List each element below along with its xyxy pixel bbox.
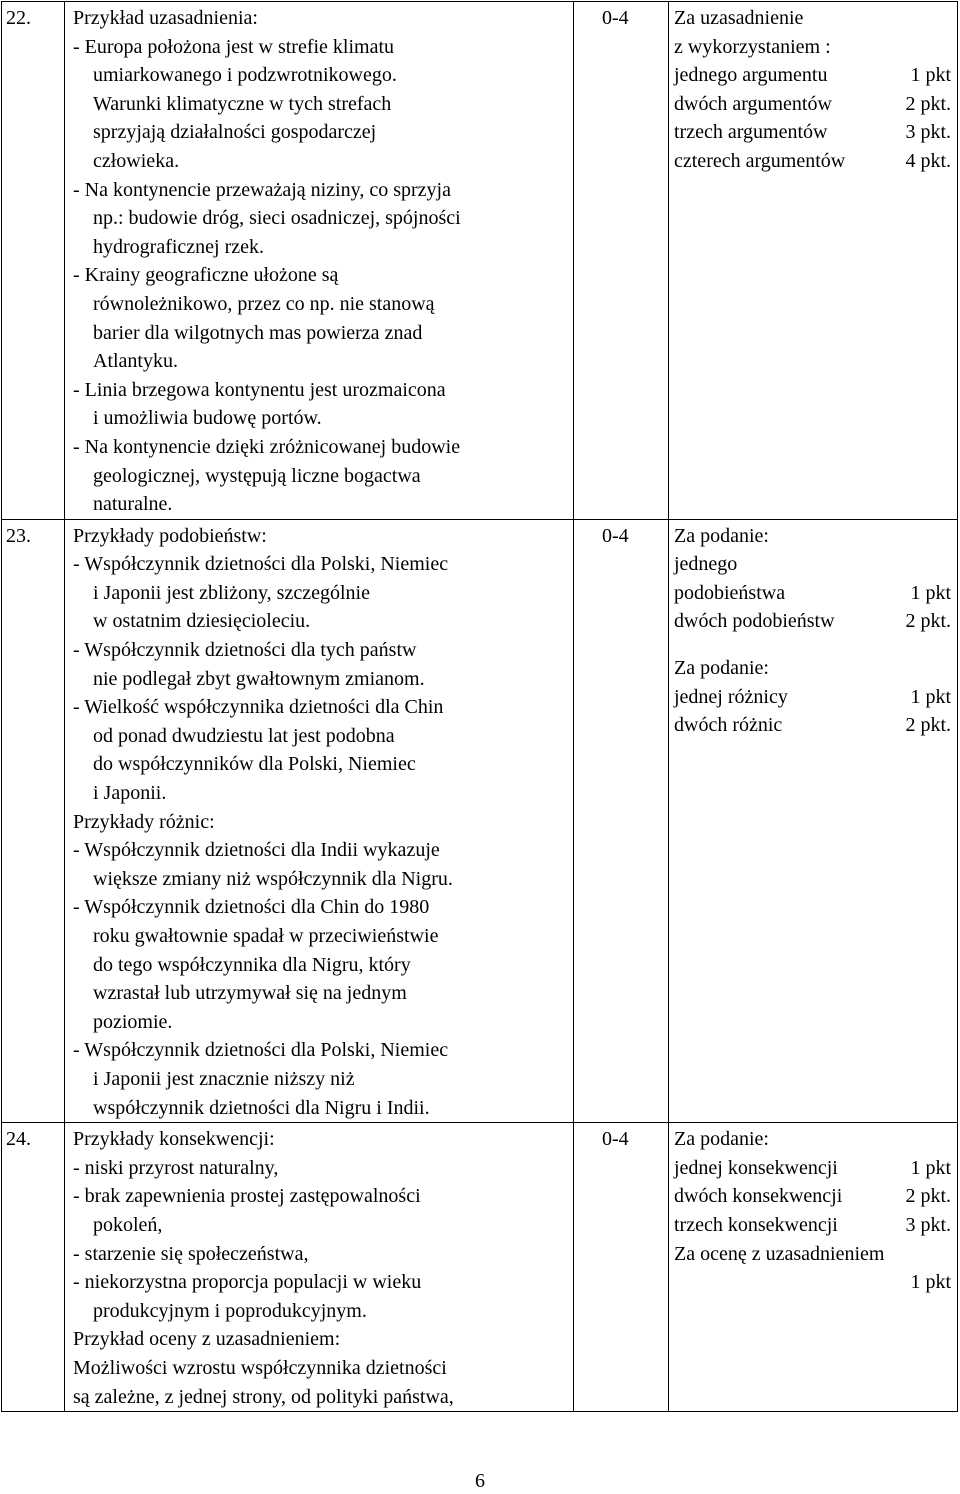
answer-line: - niski przyrost naturalny, [73, 1156, 279, 1179]
answer-line: - Współczynnik dzietności dla tych państw [73, 639, 417, 662]
points-range: 0-4 [574, 2, 669, 520]
scoring-item-points: 3 pkt. [905, 1213, 951, 1236]
scoring-item [674, 711, 951, 740]
answer-line: są zależne, z jednej strony, od polityki państwa, [73, 1385, 454, 1408]
answer-line: nie podlegał zbyt gwałtownym zmianom. [93, 667, 425, 690]
answer-line: do współczynników dla Polski, Niemiec [93, 753, 416, 776]
points-range: 0-4 [574, 519, 669, 1122]
answer-line: pokoleń, [93, 1213, 163, 1236]
scoring-criteria [669, 519, 958, 1122]
scoring-item [674, 550, 951, 579]
scoring-criteria [669, 2, 958, 520]
scoring-item-label: dwóch argumentów [674, 92, 832, 115]
answer-line: barier dla wilgotnych mas powierza znad [93, 321, 423, 344]
scoring-table [1, 1, 958, 1412]
scoring-item-points: 3 pkt. [905, 121, 951, 144]
answer-line: do tego współczynnika dla Nigru, który [93, 953, 411, 976]
scoring-item [674, 683, 951, 712]
answer-line: Przykład oceny z uzasadnieniem: [73, 1328, 341, 1351]
answer-line: Atlantyku. [93, 350, 178, 373]
scoring-heading: z wykorzystaniem : [674, 35, 831, 58]
answer-line: Przykład uzasadnienia: [73, 7, 258, 29]
answer-line: większe zmiany niż współczynnik dla Nigru. [93, 867, 453, 890]
scoring-item-points: 1 pkt [910, 685, 951, 708]
scoring-heading: Za podanie: [674, 524, 769, 547]
answer-line: Przykłady różnic: [73, 810, 215, 833]
scoring-item [674, 1240, 951, 1269]
answer-line: współczynnik dzietności dla Nigru i Indii. [93, 1096, 430, 1119]
scoring-heading: Za podanie: [674, 657, 769, 680]
answer-line: - Krainy geograficzne ułożone są [73, 264, 339, 287]
answer-line: Warunki klimatyczne w tych strefach [93, 92, 392, 115]
answer-line: - Na kontynencie przeważają niziny, co sprzyja [73, 178, 451, 201]
answer-line: hydrograficznej rzek. [93, 235, 265, 258]
answer-line: - Europa położona jest w strefie klimatu [73, 35, 395, 58]
answer-content [65, 2, 574, 520]
scoring-item-points: 1 pkt [910, 1271, 951, 1294]
answer-content [65, 1123, 574, 1412]
scoring-item [674, 607, 951, 636]
scoring-item-label: czterech argumentów [674, 149, 846, 172]
answer-line: wzrastał lub utrzymywał się na jednym [93, 982, 407, 1005]
answer-line: i Japonii jest znacznie niższy niż [93, 1067, 355, 1090]
scoring-item-label: Za ocenę z uzasadnieniem [674, 1242, 885, 1265]
answer-line: - Współczynnik dzietności dla Chin do 1980 [73, 896, 430, 919]
group-spacer [674, 636, 951, 654]
task-number: 24. [2, 1123, 65, 1412]
page-number: 6 [475, 1470, 485, 1492]
scoring-item-label: jednego argumentu [674, 64, 828, 87]
points-range: 0-4 [574, 1123, 669, 1412]
scoring-item [674, 118, 951, 147]
scoring-item-points: 2 pkt. [905, 92, 951, 115]
scoring-item-label: trzech konsekwencji [674, 1213, 838, 1236]
scoring-item [674, 1182, 951, 1211]
answer-line: - Na kontynencie dzięki zróżnicowanej budowie [73, 435, 461, 458]
scoring-item-label: dwóch podobieństw [674, 610, 835, 633]
scoring-item [674, 90, 951, 119]
scoring-item-label: jednej różnicy [674, 685, 788, 708]
answer-line: geologicznej, występują liczne bogactwa [93, 464, 421, 487]
answer-line: - Linia brzegowa kontynentu jest urozmaicona [73, 378, 446, 401]
scoring-item [674, 1211, 951, 1240]
answer-line: Przykłady podobieństw: [73, 524, 267, 547]
scoring-item-label: trzech argumentów [674, 121, 828, 144]
scoring-criteria [669, 1123, 958, 1412]
scoring-item-label: jednego [674, 553, 738, 576]
answer-line: poziomie. [93, 1010, 173, 1033]
answer-line: w ostatnim dziesięcioleciu. [93, 610, 311, 633]
scoring-item-points: 2 pkt. [905, 610, 951, 633]
answer-line: umiarkowanego i podzwrotnikowego. [93, 64, 397, 87]
scoring-item-points: 1 pkt [910, 581, 951, 604]
answer-line: Przykłady konsekwencji: [73, 1128, 275, 1151]
scoring-heading: Za podanie: [674, 1128, 769, 1151]
scoring-item [674, 1268, 951, 1297]
scoring-item-label: dwóch różnic [674, 714, 783, 737]
task-number: 23. [2, 519, 65, 1122]
scoring-item [674, 61, 951, 90]
scoring-item [674, 1154, 951, 1183]
answer-line: np.: budowie dróg, sieci osadniczej, spójności [93, 207, 461, 230]
answer-line: roku gwałtownie spadał w przeciwieństwie [93, 925, 439, 947]
answer-line: sprzyjają działalności gospodarczej [93, 121, 377, 144]
answer-line: - Współczynnik dzietności dla Indii wykazuje [73, 839, 440, 862]
task-row [2, 519, 958, 1122]
scoring-item-label: podobieństwa [674, 581, 786, 604]
scoring-item [674, 147, 951, 176]
answer-line: i umożliwia budowę portów. [93, 407, 322, 430]
scoring-item-points: 1 pkt [910, 1156, 951, 1179]
answer-line: Możliwości wzrostu współczynnika dzietności [73, 1356, 447, 1379]
answer-line: - Współczynnik dzietności dla Polski, Niemiec [73, 553, 449, 576]
answer-line: i Japonii jest zbliżony, szczególnie [93, 581, 370, 604]
answer-line: - starzenie się społeczeństwa, [73, 1242, 309, 1265]
answer-line: produkcyjnym i poprodukcyjnym. [93, 1299, 367, 1322]
scoring-item-points: 1 pkt [910, 64, 951, 87]
scoring-item-points: 4 pkt. [905, 149, 951, 172]
scoring-table-body [2, 2, 958, 1412]
scoring-item-label: jednej konsekwencji [674, 1156, 838, 1179]
task-row [2, 1123, 958, 1412]
scoring-item [674, 579, 951, 608]
answer-line: - niekorzystna proporcja populacji w wieku [73, 1271, 422, 1294]
scoring-heading: Za uzasadnienie [674, 7, 804, 29]
answer-line: - brak zapewnienia prostej zastępowalności [73, 1185, 421, 1208]
task-row [2, 2, 958, 520]
answer-line: człowieka. [93, 149, 180, 172]
scoring-item-label: dwóch konsekwencji [674, 1185, 843, 1208]
answer-line: - Współczynnik dzietności dla Polski, Niemiec [73, 1039, 449, 1062]
answer-line: i Japonii. [93, 782, 167, 805]
answer-line: od ponad dwudziestu lat jest podobna [93, 724, 395, 747]
answer-line: - Wielkość współczynnika dzietności dla Chin [73, 696, 444, 719]
task-number: 22. [2, 2, 65, 520]
scoring-item-points: 2 pkt. [905, 714, 951, 737]
scoring-item-points: 2 pkt. [905, 1185, 951, 1208]
answer-content [65, 519, 574, 1122]
answer-line: naturalne. [93, 493, 173, 516]
answer-line: równoleżnikowo, przez co np. nie stanową [93, 292, 435, 315]
